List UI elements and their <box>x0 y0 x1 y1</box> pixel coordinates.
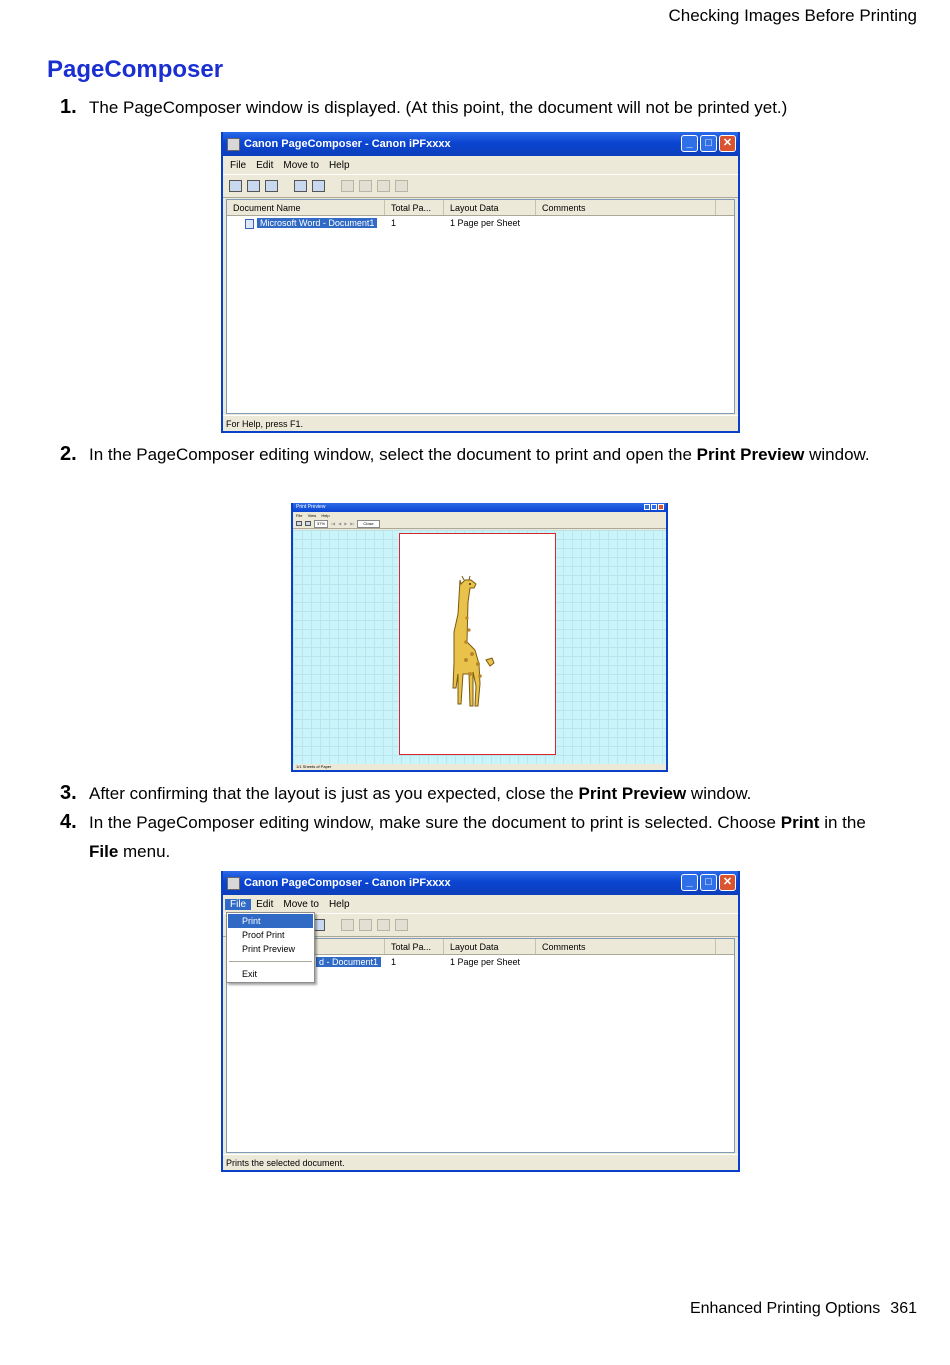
step-3 <box>60 779 880 808</box>
app-icon <box>227 138 240 151</box>
menu-item-proof-print[interactable]: Proof Print <box>242 930 285 940</box>
comments <box>536 216 716 231</box>
menu-file[interactable]: File <box>296 513 303 518</box>
step-bold: Print Preview <box>578 784 687 803</box>
next-page-icon[interactable]: ▶ <box>344 521 348 526</box>
app-icon <box>227 877 240 890</box>
menu-view[interactable]: View <box>307 513 317 518</box>
step-bold-file: File <box>89 842 119 861</box>
window-title: Canon PageComposer - Canon iPFxxxx <box>244 877 451 889</box>
column-comments[interactable]: Comments <box>536 200 716 215</box>
column-layout-data[interactable]: Layout Data <box>444 939 536 954</box>
move-top-icon[interactable] <box>341 919 354 931</box>
status-bar: For Help, press F1. <box>223 415 738 431</box>
step-text: In the PageComposer editing window, make sure the document to print is selected. Choose <box>89 813 781 832</box>
total-pages: 1 <box>391 957 397 967</box>
step-4 <box>60 808 880 866</box>
preview-canvas[interactable] <box>293 530 666 764</box>
table-row[interactable] <box>227 216 734 231</box>
menu-help[interactable]: Help <box>328 898 350 910</box>
menu-edit[interactable]: Edit <box>256 159 274 171</box>
close-button[interactable]: ✕ <box>719 874 736 891</box>
move-down-icon[interactable] <box>377 180 390 192</box>
step-text-end: window. <box>804 445 870 464</box>
menu-edit[interactable]: Edit <box>256 898 274 910</box>
move-bottom-icon[interactable] <box>395 180 408 192</box>
print-preview-window <box>291 503 668 772</box>
pagecomposer-window-file-menu <box>221 871 740 1172</box>
move-up-icon[interactable] <box>359 180 372 192</box>
step-bold: Print Preview <box>696 445 805 464</box>
column-comments[interactable]: Comments <box>536 939 716 954</box>
total-pages: 1 <box>391 218 397 228</box>
close-preview-button[interactable]: Close <box>357 520 379 528</box>
toolbar <box>223 174 738 198</box>
menu-move-to[interactable]: Move to <box>283 159 319 171</box>
proof-print-icon[interactable] <box>247 180 260 192</box>
column-total-pages[interactable]: Total Pa... <box>385 939 444 954</box>
move-up-icon[interactable] <box>359 919 372 931</box>
minimize-button[interactable]: _ <box>681 874 698 891</box>
preview-title: Print Preview <box>296 504 326 510</box>
preview-toolbar <box>293 519 666 529</box>
preview-status-bar: 1/1 Sheets of Paper <box>296 764 332 769</box>
page-footer <box>690 1300 917 1318</box>
page-icon[interactable] <box>296 521 302 526</box>
combine-icon[interactable] <box>312 180 325 192</box>
menu-item-print[interactable]: Print <box>228 914 313 928</box>
step-text-end: window. <box>686 784 752 803</box>
footer-chapter: Enhanced Printing Options <box>689 1300 881 1317</box>
menu-help[interactable]: Help <box>321 513 330 518</box>
maximize-button[interactable]: □ <box>700 135 717 152</box>
layout-data: 1 Page per Sheet <box>450 218 521 228</box>
maximize-button[interactable] <box>651 504 657 510</box>
status-bar: Prints the selected document. <box>223 1154 738 1170</box>
step-number: 2. <box>60 443 77 465</box>
step-text: After confirming that the layout is just as you expected, close the <box>89 784 579 803</box>
document-name: Microsoft Word - Document1 <box>257 218 377 228</box>
window-title-bar[interactable] <box>223 871 738 895</box>
menu-separator <box>229 961 312 962</box>
layout-data: 1 Page per Sheet <box>450 957 521 967</box>
maximize-button[interactable]: □ <box>700 874 717 891</box>
menu-file[interactable]: File <box>230 159 247 171</box>
section-title: PageComposer <box>47 56 224 83</box>
last-page-icon[interactable]: ▶| <box>350 521 355 526</box>
print-icon[interactable] <box>229 180 242 192</box>
delete-icon[interactable] <box>294 180 307 192</box>
menu-bar <box>223 156 738 174</box>
column-total-pages[interactable]: Total Pa... <box>385 200 444 215</box>
step-number: 4. <box>60 811 77 833</box>
list-header <box>227 200 734 216</box>
step-number: 3. <box>60 782 77 804</box>
step-text-end: menu. <box>118 842 171 861</box>
column-layout-data[interactable]: Layout Data <box>444 200 536 215</box>
step-number: 1. <box>60 96 77 118</box>
column-document-name[interactable]: Document Name <box>227 200 385 215</box>
menu-move-to[interactable]: Move to <box>283 898 319 910</box>
menu-item-print-preview[interactable]: Print Preview <box>242 944 296 954</box>
step-bold-print: Print <box>780 813 820 832</box>
preview-menu-bar <box>293 512 666 519</box>
document-icon <box>245 219 254 229</box>
step-text: The PageComposer window is displayed. (At this point, the document will not be printed yet.) <box>89 98 788 117</box>
document-name: d - Document1 <box>316 957 381 967</box>
minimize-button[interactable]: _ <box>681 135 698 152</box>
first-page-icon[interactable]: |◀ <box>331 521 336 526</box>
window-title: Canon PageComposer - Canon iPFxxxx <box>244 138 451 150</box>
menu-item-exit[interactable]: Exit <box>242 969 258 979</box>
running-head: Checking Images Before Printing <box>668 6 917 25</box>
move-bottom-icon[interactable] <box>395 919 408 931</box>
prev-page-icon[interactable]: ◀ <box>338 521 342 526</box>
page-number: 361 <box>890 1300 917 1317</box>
step-1 <box>60 93 880 122</box>
preview-title-bar[interactable] <box>293 503 666 512</box>
menu-file[interactable]: File <box>225 899 251 910</box>
pagecomposer-window <box>221 132 740 433</box>
preview-page <box>399 533 556 755</box>
zoom-select[interactable]: 37% <box>314 520 328 528</box>
file-menu-dropdown <box>226 912 315 983</box>
close-button[interactable] <box>658 504 664 510</box>
step-text-mid: in the <box>819 813 866 832</box>
menu-bar <box>223 895 738 913</box>
step-2 <box>60 440 880 469</box>
giraffe-image <box>400 534 557 756</box>
close-button[interactable]: ✕ <box>719 135 736 152</box>
step-text: In the PageComposer editing window, select the document to print and open the <box>89 445 697 464</box>
minimize-button[interactable] <box>644 504 650 510</box>
two-page-icon[interactable] <box>305 521 311 526</box>
menu-help[interactable]: Help <box>328 159 350 171</box>
window-title-bar[interactable] <box>223 132 738 156</box>
preview-icon[interactable] <box>265 180 278 192</box>
move-top-icon[interactable] <box>341 180 354 192</box>
move-down-icon[interactable] <box>377 919 390 931</box>
document-list[interactable] <box>226 199 735 414</box>
